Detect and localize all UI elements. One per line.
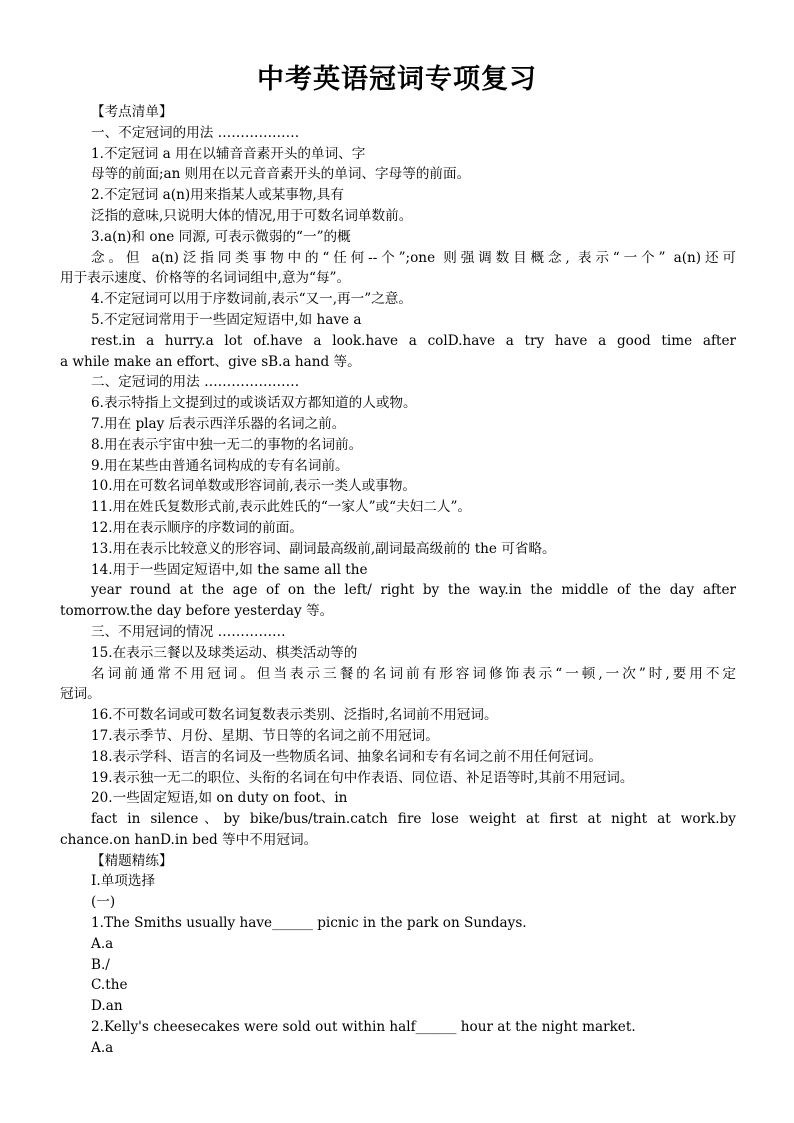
text-line: 17.表示季节、月份、星期、节日等的名词之前不用冠词。 — [91, 727, 439, 744]
text-line: 13.用在表示比较意义的形容词、副词最高级前,副词最高级前的 the 可省略。 — [91, 540, 556, 557]
text-line: 16.不可数名词或可数名词复数表示类别、泛指时,名词前不用冠词。 — [91, 707, 498, 724]
document-body — [60, 102, 736, 1059]
text-line: 3.a(n)和 one 同源, 可表示微弱的“一”的概 — [91, 228, 351, 245]
page-title: 中考英语冠词专项复习 — [257, 64, 537, 95]
text-line: 11.用在姓氏复数形式前,表示此姓氏的“一家人”或“夫妇二人”。 — [91, 499, 471, 516]
text-line: a while make an effort、give sB.a hand 等。 — [60, 353, 361, 370]
text-line: chance.on hanD.in bed 等中不用冠词。 — [60, 831, 318, 848]
text-line: 7.用在 play 后表示西洋乐器的名词之前。 — [91, 415, 346, 432]
text-line: D.an — [91, 998, 123, 1015]
text-line: 20.一些固定短语,如 on duty on foot、in — [91, 790, 348, 807]
text-line: A.a — [91, 935, 114, 952]
text-line: 1.不定冠词 a 用在以辅音音素开头的单词、字 — [91, 145, 366, 162]
text-line: I.单项选择 — [91, 873, 156, 890]
text-line: 14.用于一些固定短语中,如 the same all the — [91, 561, 368, 578]
text-line: 母等的前面;an 则用在以元音音素开头的单词、字母等的前面。 — [91, 166, 471, 183]
text-line: 1.The Smiths usually have______ picnic in the park on Sundays. — [91, 915, 527, 932]
text-line: 8.用在表示宇宙中独一无二的事物的名词前。 — [91, 436, 363, 453]
text-line: rest.in a hurry.a lot of.have a look.have a colD.have a try have a good time after — [91, 332, 736, 349]
text-line: 2.Kelly's cheesecakes were sold out within half______ hour at the night market. — [91, 1019, 636, 1036]
text-line: 10.用在可数名词单数或形容词前,表示一类人或事物。 — [91, 478, 417, 495]
text-line: C.the — [91, 977, 128, 994]
text-line: 用于表示速度、价格等的名词词组中,意为“每”。 — [60, 270, 351, 287]
text-line: 18.表示学科、语言的名词及一些物质名词、抽象名词和专有名词之前不用任何冠词。 — [91, 748, 602, 765]
text-line: 【精题精练】 — [91, 852, 173, 869]
text-line: 5.不定冠词常用于一些固定短语中,如 have a — [91, 311, 362, 328]
text-line: (一) — [91, 894, 116, 911]
text-line: A.a — [91, 1039, 114, 1056]
text-line: tomorrow.the day before yesterday 等。 — [60, 603, 334, 620]
text-line: 19.表示独一无二的职位、头衔的名词在句中作表语、同位语、补足语等时,其前不用冠词。 — [91, 769, 634, 786]
text-line: 【考点清单】 — [91, 104, 173, 120]
text-line: 泛指的意味,只说明大体的情况,用于可数名词单数前。 — [91, 207, 413, 224]
text-line: 一、不定冠词的用法 ……………… — [91, 124, 300, 141]
text-line: 9.用在某些由普通名词构成的专有名词前。 — [91, 457, 349, 474]
text-line: 名词前通常不用冠词。但当表示三餐的名词前有形容词修饰表示“一顿,一次”时,要用不定 — [91, 665, 736, 682]
text-line: 15.在表示三餐以及球类运动、棋类活动等的 — [91, 644, 358, 661]
text-line: 念。但 a(n)泛指同类事物中的“任何--个”;one 则强调数目概念, 表示“一个” a(n)还可 — [91, 249, 736, 266]
text-line: fact in silence、by bike/bus/train.catch fire lose weight at first at night at work.by — [91, 811, 736, 828]
text-line: 二、定冠词的用法 ………………… — [91, 374, 300, 391]
text-line: 冠词。 — [60, 686, 101, 703]
text-line: 12.用在表示顺序的序数词的前面。 — [91, 519, 303, 536]
text-line: 6.表示特指上文提到过的或谈话双方都知道的人或物。 — [91, 395, 417, 412]
text-line: 三、不用冠词的情况 …………… — [91, 623, 286, 640]
text-line: B./ — [91, 956, 110, 973]
text-line: 4.不定冠词可以用于序数词前,表示“又一,再一”之意。 — [91, 291, 412, 308]
text-line: year round at the age of on the left/ right by the way.in the middle of the day after — [91, 582, 736, 599]
text-line: 2.不定冠词 a(n)用来指某人或某事物,具有 — [91, 187, 344, 204]
